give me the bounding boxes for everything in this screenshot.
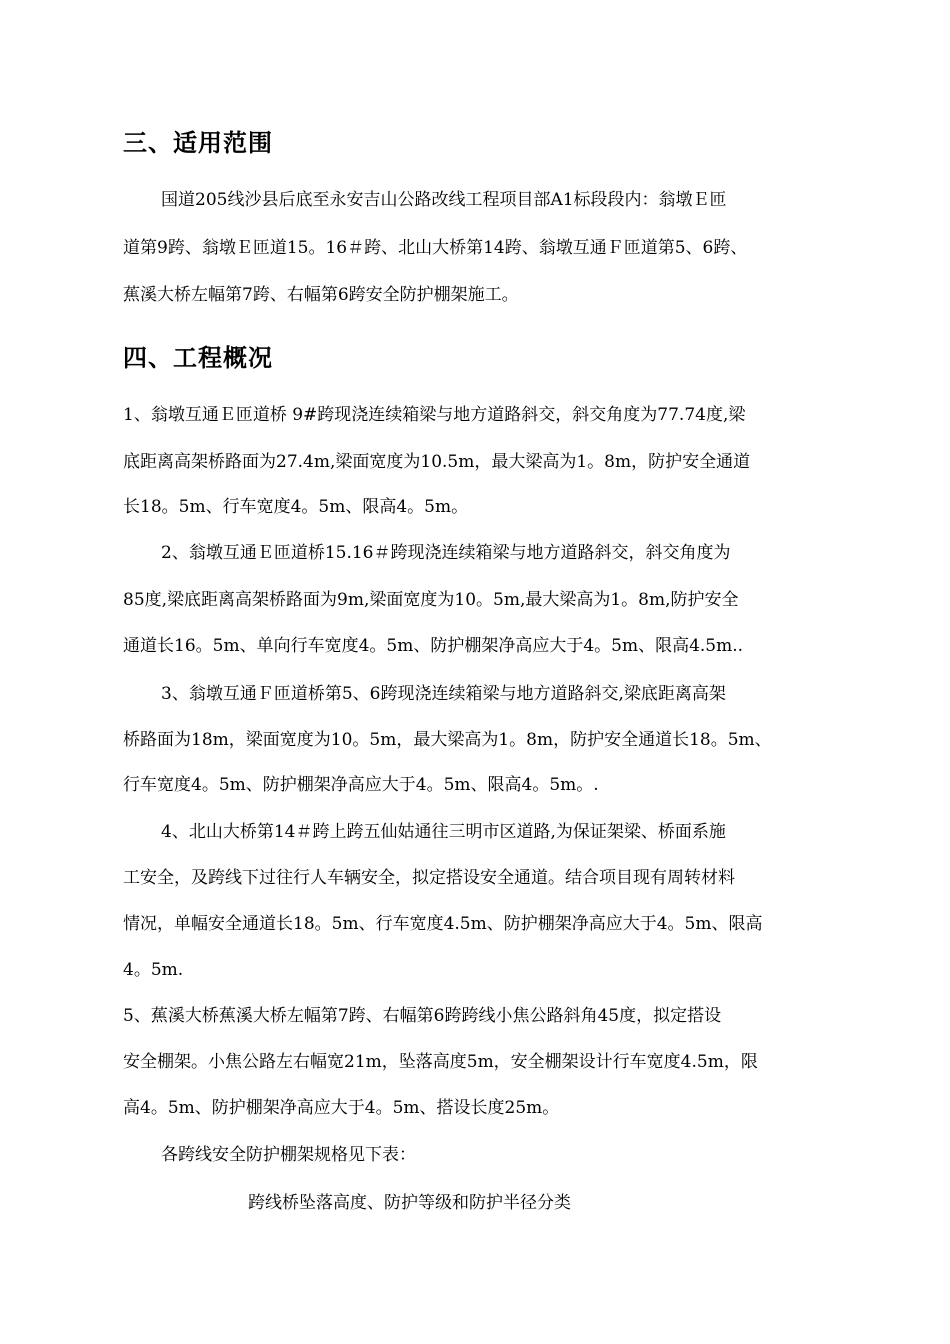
table-intro-text: 各跨线安全防护棚架规格见下表： bbox=[161, 1145, 416, 1165]
overview-item2-line: 通道长16。5m、单向行车宽度4。5m、防护棚架净高应大于4。5m、限高4.5m.. bbox=[123, 636, 744, 656]
overview-item2-line: 85度,梁底距离高架桥路面为9m,梁面宽度为10。5m,最大梁高为1。8m,防护安全 bbox=[123, 590, 739, 610]
section-heading-scope: 三、适用范围 bbox=[123, 129, 273, 157]
overview-item5-line: 5、蕉溪大桥蕉溪大桥左幅第7跨、右幅第6跨跨线小焦公路斜角45度，拟定搭设 bbox=[123, 1006, 722, 1026]
overview-item4-line: 4。5m. bbox=[123, 960, 184, 980]
section-heading-overview: 四、工程概况 bbox=[123, 344, 273, 372]
overview-item5-line: 高4。5m、防护棚架净高应大于4。5m、搭设长度25m。 bbox=[123, 1098, 560, 1118]
overview-item4-line: 情况，单幅安全通道长18。5m、行车宽度4.5m、防护棚架净高应大于4。5m、限高 bbox=[123, 914, 763, 934]
overview-item1-line: 底距离高架桥路面为27.4m,梁面宽度为10.5m，最大梁高为1。8m，防护安全通道 bbox=[123, 452, 751, 472]
scope-paragraph-line: 国道205线沙县后底至永安吉山公路改线工程项目部A1标段段内：翁墩Ｅ匝 bbox=[161, 190, 727, 210]
overview-item5-line: 安全棚架。小焦公路左右幅宽21m，坠落高度5m，安全棚架设计行车宽度4.5m，限 bbox=[123, 1052, 758, 1072]
overview-item1-line: 长18。5m、行车宽度4。5m、限高4。5m。 bbox=[123, 497, 469, 517]
overview-item3-line: 桥路面为18m，梁面宽度为10。5m，最大梁高为1。8m，防护安全通道长18。5m、 bbox=[123, 730, 772, 750]
scope-paragraph-line: 道第9跨、翁墩Ｅ匝道15。16＃跨、北山大桥第14跨、翁墩互通Ｆ匝道第5、6跨、 bbox=[123, 238, 748, 258]
overview-item4-line: 4、北山大桥第14＃跨上跨五仙姑通往三明市区道路,为保证架梁、桥面系施 bbox=[161, 822, 726, 842]
scope-paragraph-line: 蕉溪大桥左幅第7跨、右幅第6跨安全防护棚架施工。 bbox=[123, 285, 519, 305]
overview-item4-line: 工安全，及跨线下过往行人车辆安全，拟定搭设安全通道。结合项目现有周转材料 bbox=[123, 868, 735, 888]
overview-item2-line: 2、翁墩互通Ｅ匝道桥15.16＃跨现浇连续箱梁与地方道路斜交，斜交角度为 bbox=[161, 543, 731, 563]
table-caption: 跨线桥坠落高度、防护等级和防护半径分类 bbox=[248, 1193, 571, 1213]
overview-item1-line: 1、翁墩互通Ｅ匝道桥 9#跨现浇连续箱梁与地方道路斜交，斜交角度为77.74度,梁 bbox=[123, 405, 746, 425]
overview-item3-line: 3、翁墩互通Ｆ匝道桥第5、6跨现浇连续箱梁与地方道路斜交,梁底距离高架 bbox=[161, 684, 726, 704]
overview-item3-line: 行车宽度4。5m、防护棚架净高应大于4。5m、限高4。5m。. bbox=[123, 775, 599, 795]
